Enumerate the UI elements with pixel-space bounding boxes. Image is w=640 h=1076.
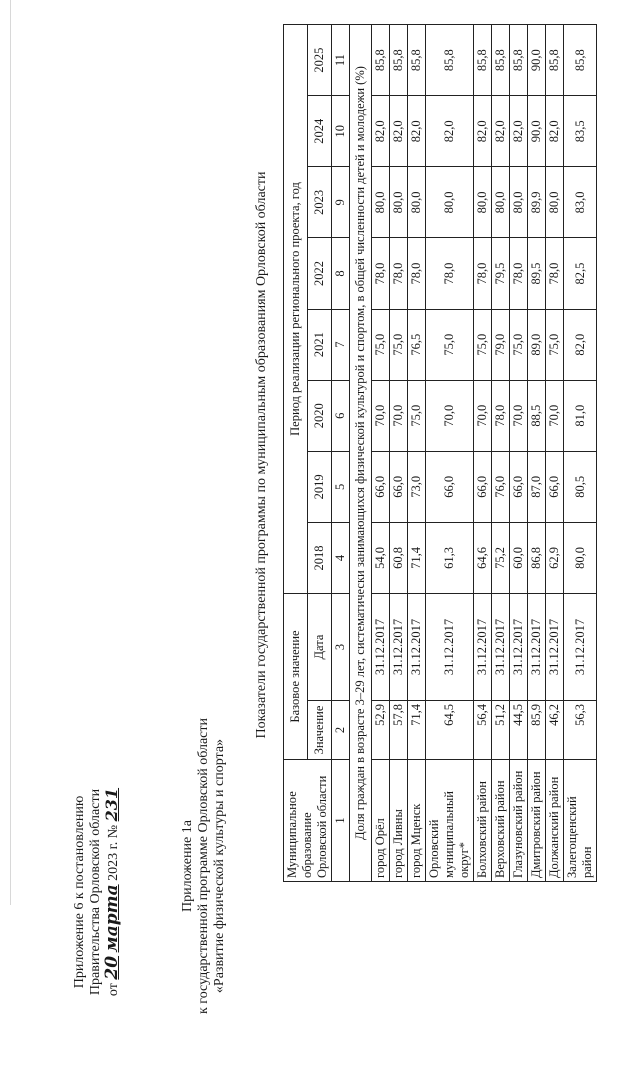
base-value-cell: 46,2 [546,701,564,760]
year-value-cell: 82,0 [510,96,528,167]
column-number: 8 [332,238,350,309]
year-value-cell: 85,8 [474,25,492,96]
header-year: 2022 [308,238,332,309]
year-value-cell: 80,0 [408,167,426,238]
year-value-cell: 70,0 [510,380,528,451]
table-row [546,25,564,882]
year-value-cell: 61,3 [426,522,474,593]
table-row [408,25,426,882]
year-value-cell: 89,9 [528,167,546,238]
appendix1a-line2: к государственной программе Орловской области [196,718,211,1014]
year-value-cell: 66,0 [510,451,528,522]
column-number: 10 [332,96,350,167]
table-row [564,25,597,882]
appendix6-line2: Правительства Орловской области [88,788,103,996]
year-value-cell: 82,0 [426,96,474,167]
year-value-cell: 70,0 [372,380,390,451]
header-base-value: Значение [308,701,332,760]
appendix1a-line1: Приложение 1а [180,820,195,912]
year-value-cell: 75,0 [426,309,474,380]
column-number: 4 [332,522,350,593]
year-value-cell: 64,6 [474,522,492,593]
section-header-row [350,25,372,882]
municipality-name: Орловский муниципальный округ* [426,760,474,882]
year-value-cell: 85,8 [546,25,564,96]
year-value-cell: 66,0 [474,451,492,522]
year-value-cell: 85,8 [492,25,510,96]
base-date-cell: 31.12.2017 [492,594,510,701]
table-row [372,25,390,882]
table-row [528,25,546,882]
base-date-cell: 31.12.2017 [564,594,597,701]
municipality-name: Залегощенский район [564,760,597,882]
year-value-cell: 80,0 [474,167,492,238]
year-value-cell: 75,0 [390,309,408,380]
municipality-name: Верховский район [492,760,510,882]
year-value-cell: 88,5 [528,380,546,451]
year-value-cell: 79,0 [492,309,510,380]
year-value-cell: 66,0 [372,451,390,522]
base-date-cell: 31.12.2017 [408,594,426,701]
year-value-cell: 66,0 [390,451,408,522]
municipality-name: Дмитровский район [528,760,546,882]
table-row [390,25,408,882]
year-value-cell: 82,0 [564,309,597,380]
year-value-cell: 54,0 [372,522,390,593]
year-value-cell: 82,0 [474,96,492,167]
year-value-cell: 78,0 [510,238,528,309]
year-value-cell: 75,0 [474,309,492,380]
year-value-cell: 87,0 [528,451,546,522]
year-value-cell: 85,8 [564,25,597,96]
year-value-cell: 66,0 [426,451,474,522]
header-year: 2024 [308,96,332,167]
base-value-cell: 57,8 [390,701,408,760]
header-year: 2023 [308,167,332,238]
year-value-cell: 79,5 [492,238,510,309]
appendix1a-line3: «Развитие физической культуры и спорта» [212,738,227,994]
base-date-cell: 31.12.2017 [546,594,564,701]
column-number-row [332,25,350,882]
year-value-cell: 82,0 [390,96,408,167]
year-value-cell: 80,0 [510,167,528,238]
year-value-cell: 80,0 [390,167,408,238]
year-value-cell: 85,8 [372,25,390,96]
column-number: 7 [332,309,350,380]
column-number: 3 [332,594,350,701]
year-value-cell: 75,2 [492,522,510,593]
year-value-cell: 70,0 [546,380,564,451]
year-value-cell: 85,8 [426,25,474,96]
column-number: 6 [332,380,350,451]
base-value-cell: 56,4 [474,701,492,760]
year-value-cell: 75,0 [372,309,390,380]
year-value-cell: 76,5 [408,309,426,380]
year-value-cell: 78,0 [474,238,492,309]
year-value-cell: 73,0 [408,451,426,522]
base-date-cell: 31.12.2017 [474,594,492,701]
year-value-cell: 82,0 [408,96,426,167]
header-municipality: Муниципальное образование Орловской области [284,760,332,882]
column-number: 2 [332,701,350,760]
base-value-cell: 85,9 [528,701,546,760]
base-value-cell: 44,5 [510,701,528,760]
year-value-cell: 81,0 [564,380,597,451]
header-year: 2019 [308,451,332,522]
appendix1a-header [180,656,228,1076]
header-base: Базовое значение [284,594,308,760]
municipality-name: Глазуновский район [510,760,528,882]
year-value-cell: 85,8 [408,25,426,96]
header-year: 2020 [308,380,332,451]
column-number: 9 [332,167,350,238]
year-value-cell: 78,0 [372,238,390,309]
base-value-cell: 52,9 [372,701,390,760]
year-value-cell: 80,0 [426,167,474,238]
year-value-cell: 75,0 [546,309,564,380]
year-value-cell: 70,0 [390,380,408,451]
year-value-cell: 70,0 [426,380,474,451]
year-value-cell: 75,0 [510,309,528,380]
column-number: 1 [332,760,350,882]
year-value-cell: 82,0 [492,96,510,167]
table-row [474,25,492,882]
year-value-cell: 83,0 [564,167,597,238]
year-value-cell: 80,5 [564,451,597,522]
header-period: Период реализации регионального проекта, год [284,25,308,594]
year-value-cell: 80,0 [372,167,390,238]
base-date-cell: 31.12.2017 [390,594,408,701]
handwritten-day: 20 [102,955,122,980]
appendix6-header [72,732,122,1052]
municipality-name: город Орёл [372,760,390,882]
year-value-cell: 78,0 [408,238,426,309]
year-value-cell: 83,5 [564,96,597,167]
table-header-row-2 [308,25,332,882]
year-value-cell: 75,0 [408,380,426,451]
year-value-cell: 82,0 [372,96,390,167]
year-value-cell: 82,0 [546,96,564,167]
resolution-date-line: от 20 марта 2023 г. № 231 [102,787,122,997]
column-number: 11 [332,25,350,96]
header-year: 2018 [308,522,332,593]
year-value-cell: 80,0 [492,167,510,238]
header-year: 2021 [308,309,332,380]
base-date-cell: 31.12.2017 [528,594,546,701]
year-value-cell: 78,0 [390,238,408,309]
year-value-cell: 78,0 [546,238,564,309]
year-value-cell: 80,0 [564,522,597,593]
page-title: Показатели государственной программы по муниципальным образованиям Орловской области [254,171,269,739]
municipality-name: город Мценск [408,760,426,882]
base-value-cell: 51,2 [492,701,510,760]
year-value-cell: 62,9 [546,522,564,593]
year-value-cell: 78,0 [492,380,510,451]
table-row [426,25,474,882]
year-value-cell: 86,8 [528,522,546,593]
base-date-cell: 31.12.2017 [372,594,390,701]
table-header-row-1 [284,25,308,882]
year-value-cell: 89,5 [528,238,546,309]
handwritten-month: марта [102,884,122,953]
appendix6-line1: Приложение 6 к постановлению [72,795,87,989]
year-value-cell: 66,0 [546,451,564,522]
municipality-name: город Ливны [390,760,408,882]
column-number: 5 [332,451,350,522]
table-row [510,25,528,882]
municipality-name: Болховский район [474,760,492,882]
year-value-cell: 85,8 [510,25,528,96]
year-value-cell: 78,0 [426,238,474,309]
year-value-cell: 89,0 [528,309,546,380]
base-date-cell: 31.12.2017 [510,594,528,701]
base-value-cell: 64,5 [426,701,474,760]
handwritten-number: 231 [102,787,121,822]
year-value-cell: 82,5 [564,238,597,309]
year-value-cell: 71,4 [408,522,426,593]
base-value-cell: 56,3 [564,701,597,760]
indicators-table [283,24,597,882]
year-value-cell: 60,8 [390,522,408,593]
section-title: Доля граждан в возрасте 3–29 лет, систематически занимающихся физической культурой и спортом, в общей численности детей и молодежи (%) [350,25,372,882]
year-value-cell: 70,0 [474,380,492,451]
year-value-cell: 80,0 [546,167,564,238]
header-base-date: Дата [308,594,332,701]
year-value-cell: 90,0 [528,25,546,96]
base-date-cell: 31.12.2017 [426,594,474,701]
year-value-cell: 76,0 [492,451,510,522]
year-value-cell: 90,0 [528,96,546,167]
year-value-cell: 85,8 [390,25,408,96]
table-row [492,25,510,882]
municipality-name: Должанский район [546,760,564,882]
header-year: 2025 [308,25,332,96]
year-value-cell: 60,0 [510,522,528,593]
base-value-cell: 71,4 [408,701,426,760]
